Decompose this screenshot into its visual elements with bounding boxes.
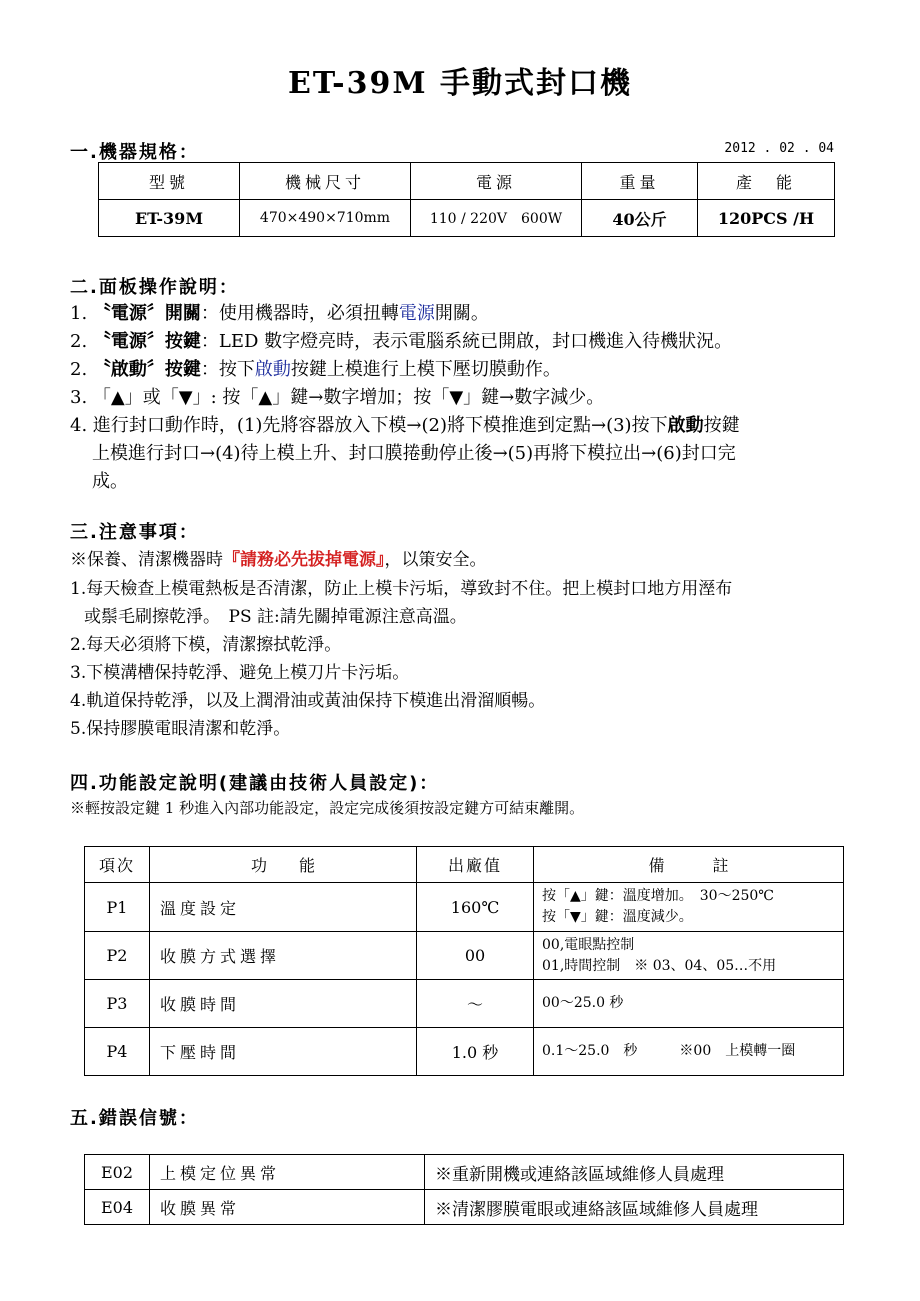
spec-header-size: 機械尺寸 xyxy=(240,163,411,200)
section-4-heading: 四.功能設定說明(建議由技術人員設定)： xyxy=(70,773,440,794)
line-number: 2. xyxy=(70,359,88,380)
notice-2: 2.每天必須將下模，清潔擦拭乾淨。 xyxy=(70,635,342,655)
notice-1: 1.每天檢查上模電熱板是否清潔，防止上模卡污垢，導致封不住。把上模封口地方用溼布 xyxy=(70,579,733,599)
panel-line-1 xyxy=(70,299,489,325)
remark-line: 按「▼」鍵：溫度減少。 xyxy=(542,909,693,925)
highlight-start: 啟動 xyxy=(667,415,704,436)
table-row xyxy=(85,1155,844,1190)
highlight-power: 電源 xyxy=(398,303,435,324)
func-header-item: 項次 xyxy=(85,847,150,883)
func-code: P3 xyxy=(85,980,150,1028)
func-remark: 00～25.0 秒 xyxy=(534,980,844,1028)
spec-header-power: 電源 xyxy=(411,163,582,200)
func-code: P2 xyxy=(85,932,150,980)
func-default: 00 xyxy=(417,932,534,980)
error-name: 上模定位異常 xyxy=(150,1155,425,1190)
remark-line: 00,電眼點控制 xyxy=(542,936,635,953)
section-1-heading: 一.機器規格： xyxy=(70,142,199,163)
notice-4: 4.軌道保持乾淨，以及上潤滑油或黃油保持下模進出滑溜順暢。 xyxy=(70,691,546,711)
func-header-function: 功 能 xyxy=(150,847,417,883)
text: ：按下 xyxy=(200,359,255,380)
error-code: E04 xyxy=(85,1190,150,1225)
text: 進行封口動作時，(1)先將容器放入下模→(2)將下模推進到定點→(3)按下 xyxy=(92,415,668,436)
text: ※保養、清潔機器時 xyxy=(70,550,223,570)
spec-power: 110 / 220V 600W xyxy=(411,200,582,237)
highlight-start: 啟動 xyxy=(254,359,291,380)
line-number: 1. xyxy=(70,303,88,324)
function-table xyxy=(84,846,844,1076)
func-remark: 0.1～25.0 秒 ※00 上模轉一圈 xyxy=(534,1028,844,1076)
table-row xyxy=(85,932,844,980)
text: 「▲」或「▼」: 按「▲」鍵→數字增加；按「▼」鍵→數字減少。 xyxy=(92,387,605,408)
func-name: 收膜時間 xyxy=(150,980,417,1028)
panel-line-5-end: 成。 xyxy=(92,471,128,492)
document-date: 2012 . 02 . 04 xyxy=(724,141,834,156)
spec-header-model: 型號 xyxy=(99,163,240,200)
text: ，以策安全。 xyxy=(384,550,487,570)
func-header-default: 出廠值 xyxy=(417,847,534,883)
remark-line: 01,時間控制 ※ 03、04、05…不用 xyxy=(542,957,777,974)
panel-line-4 xyxy=(70,383,604,409)
func-code: P1 xyxy=(85,883,150,932)
func-header-remark: 備 註 xyxy=(534,847,844,883)
error-action: ※重新開機或連絡該區域維修人員處理 xyxy=(425,1155,844,1190)
spec-capacity: 120PCS /H xyxy=(698,200,835,237)
notice-intro xyxy=(70,545,487,570)
unplug-warning: 『請務必先拔掉電源』 xyxy=(223,550,385,570)
func-name: 收膜方式選擇 xyxy=(150,932,417,980)
power-key-label: 〝電源〞按鍵 xyxy=(92,331,201,352)
table-row xyxy=(85,1028,844,1076)
func-default: ～ xyxy=(417,980,534,1028)
power-switch-label: 〝電源〞開關 xyxy=(92,303,201,324)
panel-line-2 xyxy=(70,327,732,353)
notice-5: 5.保持膠膜電眼清潔和乾淨。 xyxy=(70,719,291,739)
func-default: 1.0 秒 xyxy=(417,1028,534,1076)
error-code: E02 xyxy=(85,1155,150,1190)
page-title: ET-39M 手動式封口機 xyxy=(287,66,633,101)
table-row xyxy=(85,1190,844,1225)
panel-line-5-cont: 上模進行封口→(4)待上模上升、封口膜捲動停止後→(5)再將下模拉出→(6)封口完 xyxy=(92,443,736,464)
error-name: 收膜異常 xyxy=(150,1190,425,1225)
table-row xyxy=(85,883,844,932)
function-note: ※輕按設定鍵 1 秒進入內部功能設定，設定完成後須按設定鍵方可結束離開。 xyxy=(70,799,585,817)
func-remark xyxy=(534,932,844,980)
line-number: 2. xyxy=(70,331,88,352)
spec-header-capacity: 產 能 xyxy=(698,163,835,200)
func-name: 下壓時間 xyxy=(150,1028,417,1076)
text: 按鍵上模進行上模下壓切膜動作。 xyxy=(290,359,561,380)
spec-weight: 40公斤 xyxy=(582,200,698,237)
notice-3: 3.下模溝槽保持乾淨、避免上模刀片卡污垢。 xyxy=(70,663,410,683)
spec-header-weight: 重量 xyxy=(582,163,698,200)
func-name: 溫度設定 xyxy=(150,883,417,932)
table-row xyxy=(85,980,844,1028)
section-2-heading: 二.面板操作說明： xyxy=(70,277,239,298)
spec-table xyxy=(98,162,835,237)
notice-1-cont: 或鬃毛刷擦乾淨。 PS 註:請先關掉電源注意高溫。 xyxy=(84,607,467,627)
error-table xyxy=(84,1154,844,1225)
section-3-heading: 三.注意事項： xyxy=(70,522,199,543)
remark-line: 按「▲」鍵：溫度增加。 30～250℃ xyxy=(542,888,774,904)
line-number: 3. xyxy=(70,387,88,408)
section-5-heading: 五.錯誤信號： xyxy=(70,1108,199,1129)
func-remark xyxy=(534,883,844,932)
spec-size: 470×490×710mm xyxy=(240,200,411,237)
spec-model: ET-39M xyxy=(99,200,240,237)
func-code: P4 xyxy=(85,1028,150,1076)
text: ：LED 數字燈亮時，表示電腦系統已開啟，封口機進入待機狀況。 xyxy=(200,331,733,352)
line-number: 4. xyxy=(70,415,88,436)
panel-line-3 xyxy=(70,355,561,381)
text: 按鍵 xyxy=(703,415,740,436)
panel-line-5 xyxy=(70,411,740,437)
func-default: 160℃ xyxy=(417,883,534,932)
text: ：使用機器時，必須扭轉 xyxy=(200,303,399,324)
text: 開關。 xyxy=(434,303,489,324)
error-action: ※清潔膠膜電眼或連絡該區域維修人員處理 xyxy=(425,1190,844,1225)
start-key-label: 〝啟動〞按鍵 xyxy=(92,359,201,380)
